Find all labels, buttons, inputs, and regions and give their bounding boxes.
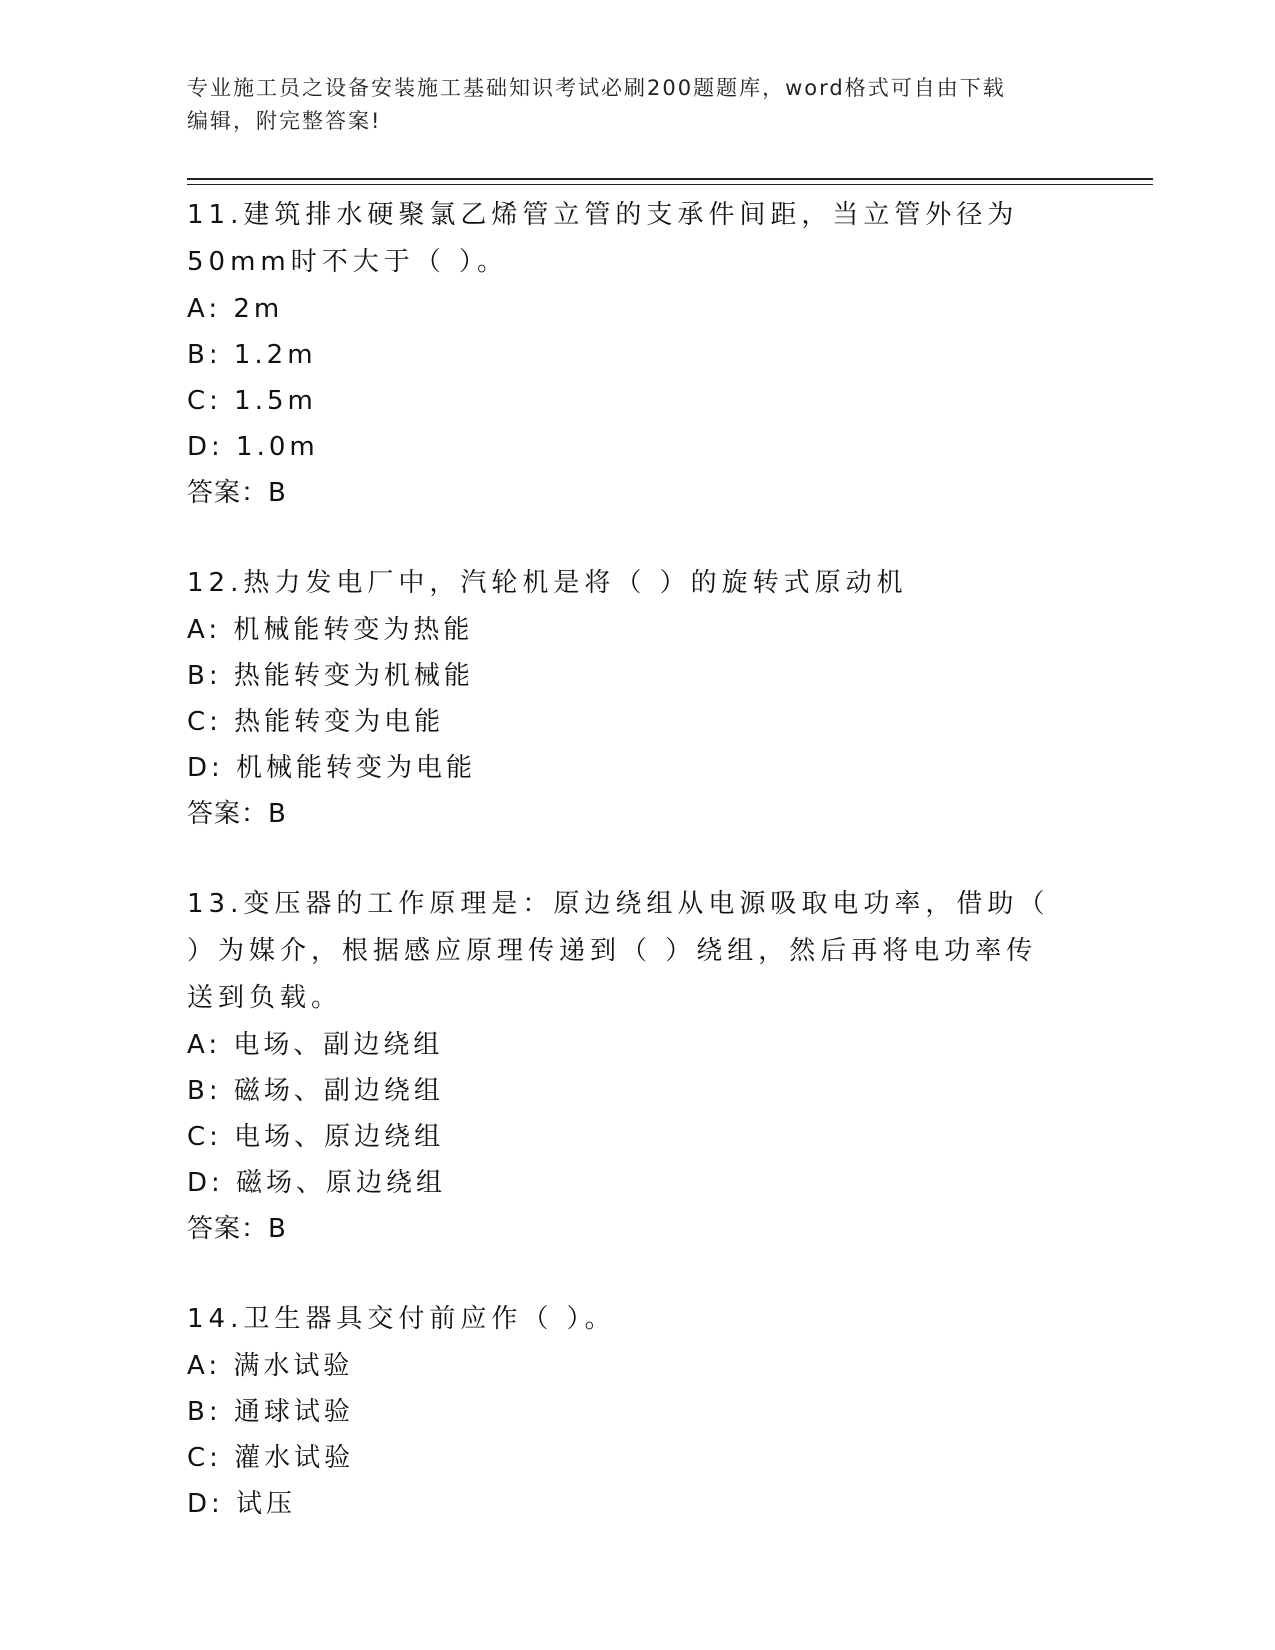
option-a: A: 2m	[187, 294, 284, 324]
option-b: B: 磁场、副边绕组	[187, 1076, 444, 1106]
question-11	[187, 192, 1067, 516]
option-d: D: 磁场、原边绕组	[187, 1168, 447, 1198]
question-stem: 14.卫生器具交付前应作（ ）。	[187, 1304, 616, 1334]
option-d: D: 机械能转变为电能	[187, 753, 477, 783]
question-stem: 13.变压器的工作原理是：原边绕组从电源吸取电功率，借助（ ）为媒介，根据感应原理传递到（ ）绕组，然后再将电功率传送到负载。	[187, 889, 1050, 1013]
question-stem: 11.建筑排水硬聚氯乙烯管立管的支承件间距，当立管外径为50mm时不大于（ ）。	[187, 200, 1019, 277]
answer-value: B	[268, 478, 287, 508]
option-c: C: 热能转变为电能	[187, 707, 445, 737]
answer-line	[187, 470, 1067, 516]
answer-label: 答案：	[187, 478, 269, 508]
answer-label: 答案：	[187, 1214, 269, 1244]
header-divider-thin	[187, 184, 1153, 185]
option-b: B: 通球试验	[187, 1397, 354, 1427]
option-b: B: 热能转变为机械能	[187, 661, 474, 691]
question-list	[187, 192, 1067, 1571]
header-line-2: 编辑，附完整答案!	[187, 109, 382, 133]
option-a: A: 满水试验	[187, 1351, 354, 1381]
option-d: D: 1.0m	[187, 432, 319, 462]
option-c: C: 电场、原边绕组	[187, 1122, 445, 1152]
question-13	[187, 881, 1067, 1252]
answer-line	[187, 1206, 1067, 1252]
header-line-1: 专业施工员之设备安装施工基础知识考试必刷200题题库，word格式可自由下载	[187, 76, 1006, 100]
option-d: D: 试压	[187, 1489, 297, 1519]
document-header	[187, 72, 1067, 138]
option-b: B: 1.2m	[187, 340, 317, 370]
question-stem: 12.热力发电厂中，汽轮机是将（ ）的旋转式原动机	[187, 568, 908, 598]
answer-line	[187, 791, 1067, 837]
answer-label: 答案：	[187, 799, 269, 829]
answer-value: B	[268, 799, 287, 829]
option-c: C: 灌水试验	[187, 1443, 355, 1473]
option-c: C: 1.5m	[187, 386, 317, 416]
option-a: A: 电场、副边绕组	[187, 1030, 444, 1060]
question-14	[187, 1296, 1067, 1527]
header-divider-thick	[187, 178, 1153, 180]
option-a: A: 机械能转变为热能	[187, 615, 474, 645]
question-12	[187, 560, 1067, 837]
answer-value: B	[268, 1214, 287, 1244]
